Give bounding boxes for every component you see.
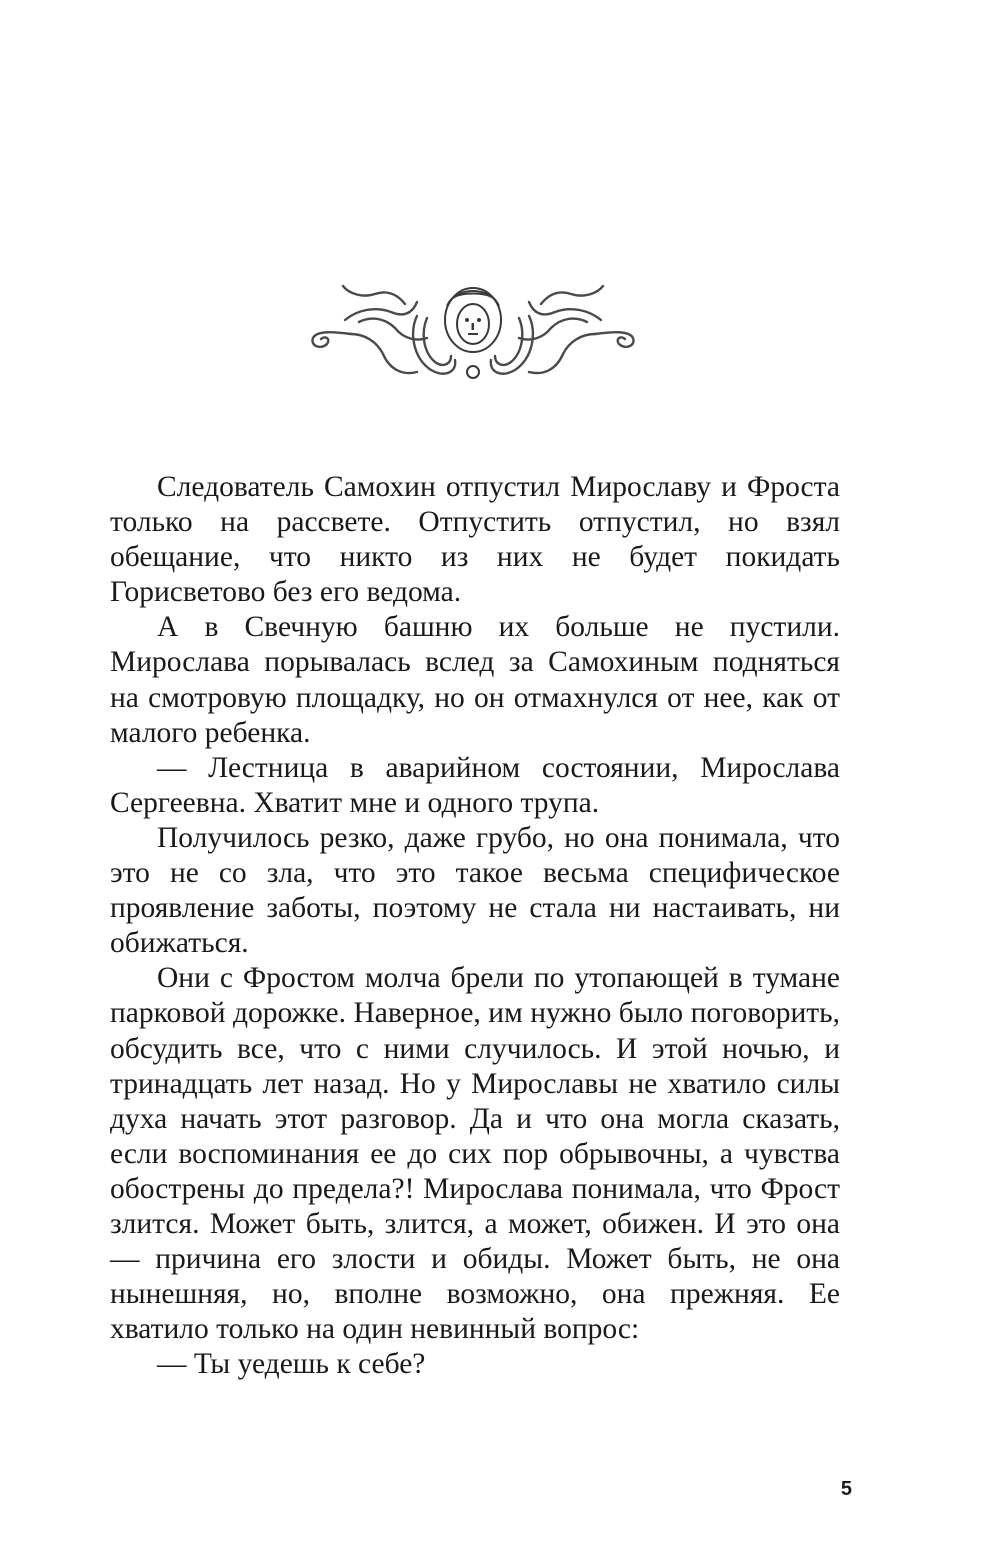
body-text (110, 470, 840, 1382)
dialogue-line-1: — Лестница в аварийном состоянии, Мирослава Сергеевна. Хватит мне и одного трупа. (110, 751, 840, 819)
paragraph-3: Получилось резко, даже грубо, но она понимала, что это не со зла, что это такое весьма специфическое проявление заботы, поэтому не стала ни настаивать, ни обижаться. (110, 821, 840, 960)
paragraph-2: А в Свечную башню их больше не пустили. Мирослава порывалась вслед за Самохиным подняться на смотровую площадку, но он отмахнулся от нее, как от малого ребенка. (110, 611, 840, 749)
page-number: 5 (840, 1478, 852, 1500)
paragraph-1: Следователь Самохин отпустил Мирославу и Фроста только на рассвете. Отпустить отпустил, но взял обещание, что никто из них не будет покидать Горисветово без его ведома. (110, 471, 840, 609)
paragraph-4: Они с Фростом молча брели по утопающей в тумане парковой дорожке. Наверное, им нужно было поговорить, обсудить все, что с ними случилось. И этой ночью, и тринадцать лет назад. Но у Мирославы не хватило силы духа начать этот разговор. Да и что она могла сказать, если воспоминания ее до сих пор обрывочны, а чувства обострены до предела?! Мирослава понимала, что Фрост злится. Может быть, злится, а может, обижен. И это она — причина его злости и обиды. Может быть, не она нынешняя, но, вполне возможно, она прежняя. Ее хватило только на один невинный вопрос: (110, 962, 840, 1346)
cherub-flourish-icon (305, 272, 641, 390)
dialogue-line-2: — Ты уедешь к себе? (157, 1348, 426, 1381)
